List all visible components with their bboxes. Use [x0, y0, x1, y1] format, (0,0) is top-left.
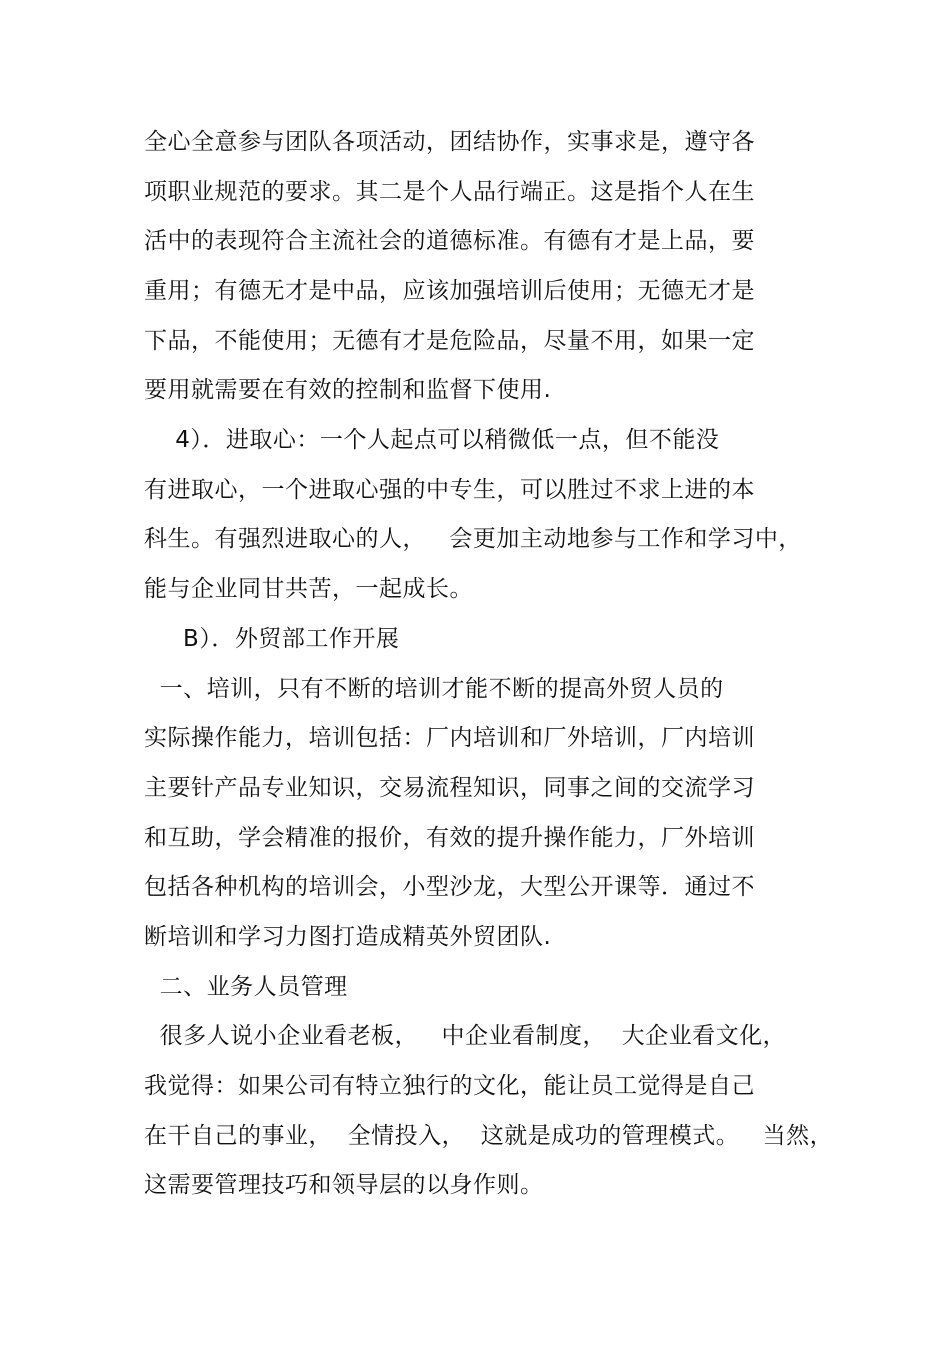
- section-heading: B）．外贸部工作开展: [144, 626, 400, 652]
- subsection-heading: 二、业务人员管理: [144, 974, 348, 1000]
- text-line: 主要针产品专业知识，交易流程知识，同事之间的交流学习: [144, 775, 755, 801]
- text-line: 重用；有德无才是中品，应该加强培训后使用；无德无才是: [144, 278, 755, 304]
- text-line: 有进取心，一个进取心强的中专生，可以胜过不求上进的本: [144, 477, 755, 503]
- text-line: 下品，不能使用；无德有才是危险品，尽量不用，如果一定: [144, 328, 755, 354]
- text-line: 项职业规范的要求。其二是个人品行端正。这是指个人在生: [144, 179, 755, 205]
- text-line: 活中的表现符合主流社会的道德标准。有德有才是上品，要: [144, 228, 755, 254]
- text-line: 全心全意参与团队各项活动，团结协作，实事求是，遵守各: [144, 129, 755, 155]
- text-line: 一、培训，只有不断的培训才能不断的提高外贸人员的: [144, 676, 724, 702]
- text-line: 很多人说小企业看老板， 中企业看制度， 大企业看文化，: [144, 1023, 787, 1049]
- text-line: 断培训和学习力图打造成精英外贸团队.: [144, 924, 552, 950]
- text-line: 能与企业同甘共苦，一起成长。: [144, 576, 473, 602]
- text-line: 包括各种机构的培训会，小型沙龙，大型公开课等．通过不: [144, 874, 755, 900]
- text-line: 在干自己的事业， 全情投入， 这就是成功的管理模式。 当然，: [144, 1123, 834, 1149]
- text-line: 和互助，学会精准的报价，有效的提升操作能力，厂外培训: [144, 825, 755, 851]
- text-line: 我觉得：如果公司有特立独行的文化，能让员工觉得是自己: [144, 1073, 755, 1099]
- text-line: 4）．进取心：一个人起点可以稍微低一点，但不能没: [144, 427, 720, 453]
- text-line: 科生。有强烈进取心的人， 会更加主动地参与工作和学习中，: [144, 526, 802, 552]
- text-line: 实际操作能力，培训包括：厂内培训和厂外培训，厂内培训: [144, 725, 755, 751]
- text-line: 要用就需要在有效的控制和监督下使用.: [144, 377, 552, 403]
- text-line: 这需要管理技巧和领导层的以身作则。: [144, 1172, 544, 1198]
